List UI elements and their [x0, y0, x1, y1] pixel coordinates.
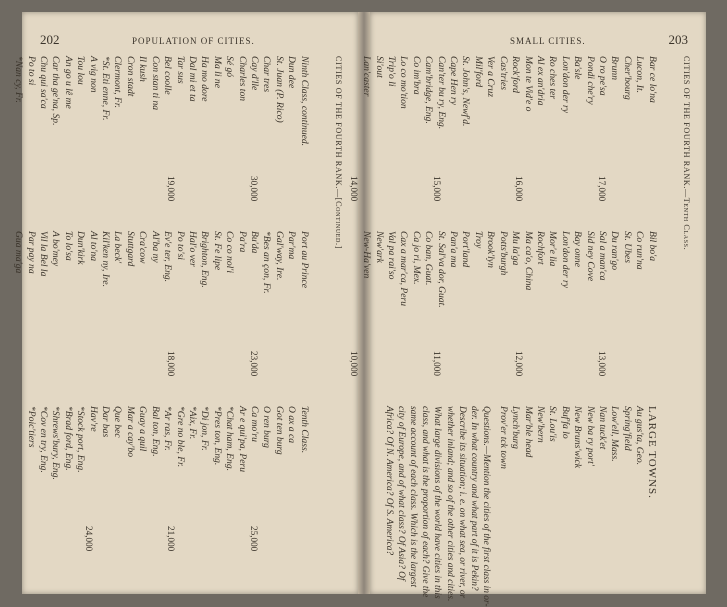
city-name: Cas'tries: [497, 56, 509, 91]
city-name: Bu'da: [248, 231, 260, 254]
city-name: Ev'e ter, Eng.: [162, 231, 174, 283]
city-name: Tar sus: [174, 56, 186, 84]
city-name: Cape Hen ry: [448, 56, 460, 106]
city-name: *Bes an çon, Fr.: [261, 231, 273, 294]
city-name: Potts'burgh: [497, 231, 509, 276]
population-value: 19,000: [166, 176, 177, 202]
city-name: Brook'lyn: [485, 231, 497, 268]
town-name: Spring'field: [621, 406, 633, 451]
city-name: Dal mi et ta: [186, 56, 198, 102]
town-name: New Bruns'wick: [572, 406, 584, 469]
city-name: Con stan ti na: [149, 56, 161, 111]
city-name: A bo'mey: [50, 231, 62, 267]
population-value: 24,000: [83, 526, 94, 552]
city-name: Co run'na: [634, 231, 646, 270]
city-name: St. Juan (P. Rico): [273, 56, 285, 123]
city-name: Ma ca'o, China: [522, 231, 534, 291]
city-name: *Shrews'bury, Eng.: [50, 406, 62, 480]
left-pop-column-0: [165, 176, 300, 201]
left-rotated-table: [13, 56, 344, 581]
city-name: Charles ton: [236, 56, 248, 102]
population-value: 15,000: [431, 176, 442, 202]
large-towns-block: [382, 406, 657, 607]
town-name: Lynch'burg: [510, 406, 522, 449]
city-name: St. Ubes: [621, 231, 633, 263]
city-name: Pa'ra: [236, 231, 248, 253]
city-name: Dun'kirk: [75, 231, 87, 265]
right-table-caption: CITIES OF THE FOURTH RANK.—Tenth Class.: [682, 56, 691, 251]
population-value: 30,000: [248, 176, 259, 202]
population-value: 18,000: [166, 351, 177, 377]
town-name: New ba ry port': [584, 406, 596, 466]
city-name: Par'ma: [286, 231, 298, 260]
city-name: Lucon, It.: [634, 56, 646, 94]
population-value: 17,000: [596, 176, 607, 202]
city-name: Gal'way, Ire.: [273, 231, 285, 281]
question-line: city of Europe, and of what class? Of Asia? Of: [395, 406, 406, 581]
city-name: Sé gó: [224, 56, 236, 78]
city-name: Co co nol'i: [224, 231, 236, 274]
town-name: Au gus'ta, Geo.: [634, 406, 646, 466]
city-name: Mu la'ga: [510, 231, 522, 266]
city-name: Co ban, Guat.: [423, 231, 435, 286]
city-name: O ren burg: [261, 406, 273, 448]
city-name: Port'land: [460, 231, 472, 268]
city-name: Dar bas: [100, 406, 112, 438]
city-name: Que bec: [112, 406, 124, 438]
city-name: Mor'e lia: [547, 231, 559, 267]
city-name: Brunn: [609, 56, 621, 80]
population-value: 16,000: [514, 176, 525, 202]
city-name: Chu qui sa'ca: [38, 56, 50, 109]
town-name: New'bern: [534, 406, 546, 443]
right-page-number: 203: [668, 32, 688, 47]
population-value: 23,000: [248, 351, 259, 377]
town-name: Nan tuck'et: [596, 406, 608, 450]
city-name: Bil bo'a: [646, 231, 658, 262]
left-column-1: [12, 231, 310, 294]
city-name: Hal'o ver: [186, 231, 198, 267]
city-name: Kil'ken ny, Ire.: [100, 231, 112, 288]
city-name: New-Ha'ven: [361, 231, 373, 279]
city-name: *St. Eti enne, Fr.: [100, 56, 112, 121]
city-name: Ma li ne: [211, 56, 223, 88]
city-name: Char tres: [261, 56, 273, 93]
city-name: To lo'sa: [62, 231, 74, 261]
left-column-0: [12, 56, 310, 146]
question-line: Describe its situation; i. e. on what sea, or river, or: [456, 406, 467, 599]
city-name: O ro pe'sa: [596, 56, 608, 96]
city-name: St. John's, Newf'd.: [460, 56, 472, 127]
city-name: Sid ney Cove: [584, 231, 596, 282]
city-name: Tou lou: [75, 56, 87, 85]
city-name: Cax a mar'ca, Peru: [398, 231, 410, 307]
city-name: Cay d'lle: [248, 56, 260, 91]
population-value: 14,000: [349, 176, 360, 202]
city-name: Hav're: [87, 406, 99, 432]
city-name: A vig non: [87, 56, 99, 93]
city-name: Par pay na: [25, 231, 37, 274]
town-name: Low'ell, Mass.: [609, 406, 621, 462]
city-name: *Pres ton, Eng.: [211, 406, 223, 466]
city-name: *Di jon, Fr.: [199, 406, 211, 451]
city-name: Vil la Bel la: [38, 231, 50, 277]
city-name: Al ex an'dria: [534, 56, 546, 106]
city-name: Pan'a ma: [448, 231, 460, 268]
left-pop-column-2: [82, 526, 299, 551]
city-name: Sal a man'ca: [596, 231, 608, 281]
city-name: La beck': [112, 231, 124, 264]
right-column-0: [360, 56, 658, 129]
right-rotated-table: [349, 56, 692, 607]
city-name: Cron stadt: [124, 56, 136, 97]
city-name: Al to'na: [87, 231, 99, 262]
city-name: *Ar ras, Fr.: [162, 406, 174, 451]
population-value: 10,000: [349, 351, 360, 377]
town-name: St. Lou'is: [547, 406, 559, 442]
right-running-head: SMALL CITIES.: [510, 36, 586, 46]
city-name: Ver a Cruz: [485, 56, 497, 98]
city-name: St. Fe lipe: [211, 231, 223, 271]
city-name: Ro ches ter: [547, 56, 559, 100]
town-name: Prov'er tck town: [497, 406, 509, 469]
city-name: Cra'cow: [137, 231, 149, 264]
city-name: Du ran'go: [609, 231, 621, 271]
city-name: Bel coolle: [162, 56, 174, 95]
city-name: Po to si: [25, 56, 37, 86]
question-line: What large divisions of the world have cities in this: [432, 406, 443, 599]
city-name: Ca mo'ru: [248, 406, 260, 442]
city-name: Al'ba ny: [149, 231, 161, 263]
city-name: An go u lê me: [62, 56, 74, 109]
city-name: *Chat ham, Eng.: [224, 406, 236, 472]
left-page-number: 202: [40, 32, 60, 47]
city-name: Po to'si: [174, 231, 186, 260]
city-name: Trip'o li: [386, 56, 398, 87]
town-name: Buf'fa lo: [559, 406, 571, 439]
city-name: Bal ton, Eng.: [149, 406, 161, 457]
question-line: class, and what is the proportion of each? Give the: [420, 406, 431, 598]
city-name: Clermont, Fr.: [112, 56, 124, 108]
city-name: New'ark: [373, 231, 385, 263]
city-name: Ba'sle: [572, 56, 584, 80]
city-name: *Gre no ble, Fr.: [174, 406, 186, 468]
city-name: Gua ma'ga: [13, 231, 25, 274]
population-value: 25,000: [248, 526, 259, 552]
city-name: Val pa rai'so: [386, 231, 398, 280]
population-value: 12,000: [514, 351, 525, 377]
question-line: der. In what country and what part of it is Pekin?: [469, 406, 480, 591]
question-line: same account of each class. Which is the largest: [408, 406, 419, 588]
question-line: Questions.—Mention the cities of the first class in or-: [481, 406, 492, 607]
city-name: *Aix, Fr.: [186, 406, 198, 440]
city-name: St. Sal'va dor, Guat.: [435, 231, 447, 308]
city-name: Guay a quil: [137, 406, 149, 452]
city-name: Dun dee: [286, 56, 298, 89]
city-name: Rochfort: [534, 231, 546, 265]
city-name: Port au Prince: [298, 231, 310, 289]
left-table-caption: CITIES OF THE FOURTH RANK.—[Continued.]: [334, 56, 343, 249]
city-name: Bay onne: [572, 231, 584, 267]
population-value: 13,000: [596, 351, 607, 377]
city-name: *Nan cy, Fr.: [13, 56, 25, 103]
city-name: Troy: [472, 231, 484, 249]
city-name: Stuttgard: [124, 231, 136, 267]
city-name: Lon'don der ry: [559, 56, 571, 113]
city-name: Ninth Class, continued.: [298, 56, 310, 147]
city-name: Pondi che'ry: [584, 56, 596, 105]
city-name: Cher'bourg: [621, 56, 633, 100]
city-name: Lo co mo'tion: [398, 56, 410, 109]
town-name: Mar'ble head: [522, 406, 534, 458]
city-name: Ar e qui'pa, Peru: [236, 406, 248, 472]
right-pop-column-1: [348, 351, 648, 376]
right-page: [349, 12, 706, 607]
city-name: *Brad ford, Eng.: [62, 406, 74, 471]
city-name: Lon'don der ry: [559, 231, 571, 288]
city-name: *Stock port, Eng.: [75, 406, 87, 473]
city-name: O ax a ca: [286, 406, 298, 444]
city-name: *Cov en try, Eng.: [38, 406, 50, 473]
left-page: [13, 12, 358, 594]
city-name: Cam'bridge, Eng.: [423, 56, 435, 124]
city-name: Mar a cay'bo: [124, 406, 136, 458]
city-name: Il kush: [137, 56, 149, 82]
right-pop-column-0: [348, 176, 648, 201]
city-name: Can'ter bu ry, Eng.: [435, 56, 447, 130]
city-name: Co im'bra: [410, 56, 422, 95]
left-column-2: [24, 406, 309, 480]
right-column-1: [360, 231, 658, 308]
left-pop-column-1: [165, 351, 300, 376]
city-name: *Poic'tiers: [25, 406, 37, 448]
city-name: Brighton, Eng.: [199, 231, 211, 288]
city-name: Car tha ge'na, Sp.: [50, 56, 62, 126]
city-name: Mil'ford: [472, 56, 484, 88]
question-line: Africa? Of N. America? Of S. America?: [383, 406, 394, 556]
city-name: Rock'ford: [510, 56, 522, 93]
question-line: whether inland; and so of the other cities and cities.: [444, 406, 455, 602]
city-name: Bar ce lo'na: [646, 56, 658, 103]
large-towns-title: LARGE TOWNS.: [645, 406, 658, 499]
city-name: Ha mo dore: [199, 56, 211, 102]
city-name: Ca jo ri, Mex.: [410, 231, 422, 285]
city-name: Mon te Vid'e o: [522, 56, 534, 112]
city-name: Tenth Class.: [298, 406, 310, 454]
population-value: 21,000: [166, 526, 177, 552]
city-name: Si'out: [373, 56, 385, 78]
population-value: 11,000: [431, 351, 442, 376]
left-running-head: POPULATION OF CITIES.: [132, 36, 255, 46]
city-name: Lan'caster: [361, 56, 373, 97]
city-name: Got ten burg: [273, 406, 285, 455]
